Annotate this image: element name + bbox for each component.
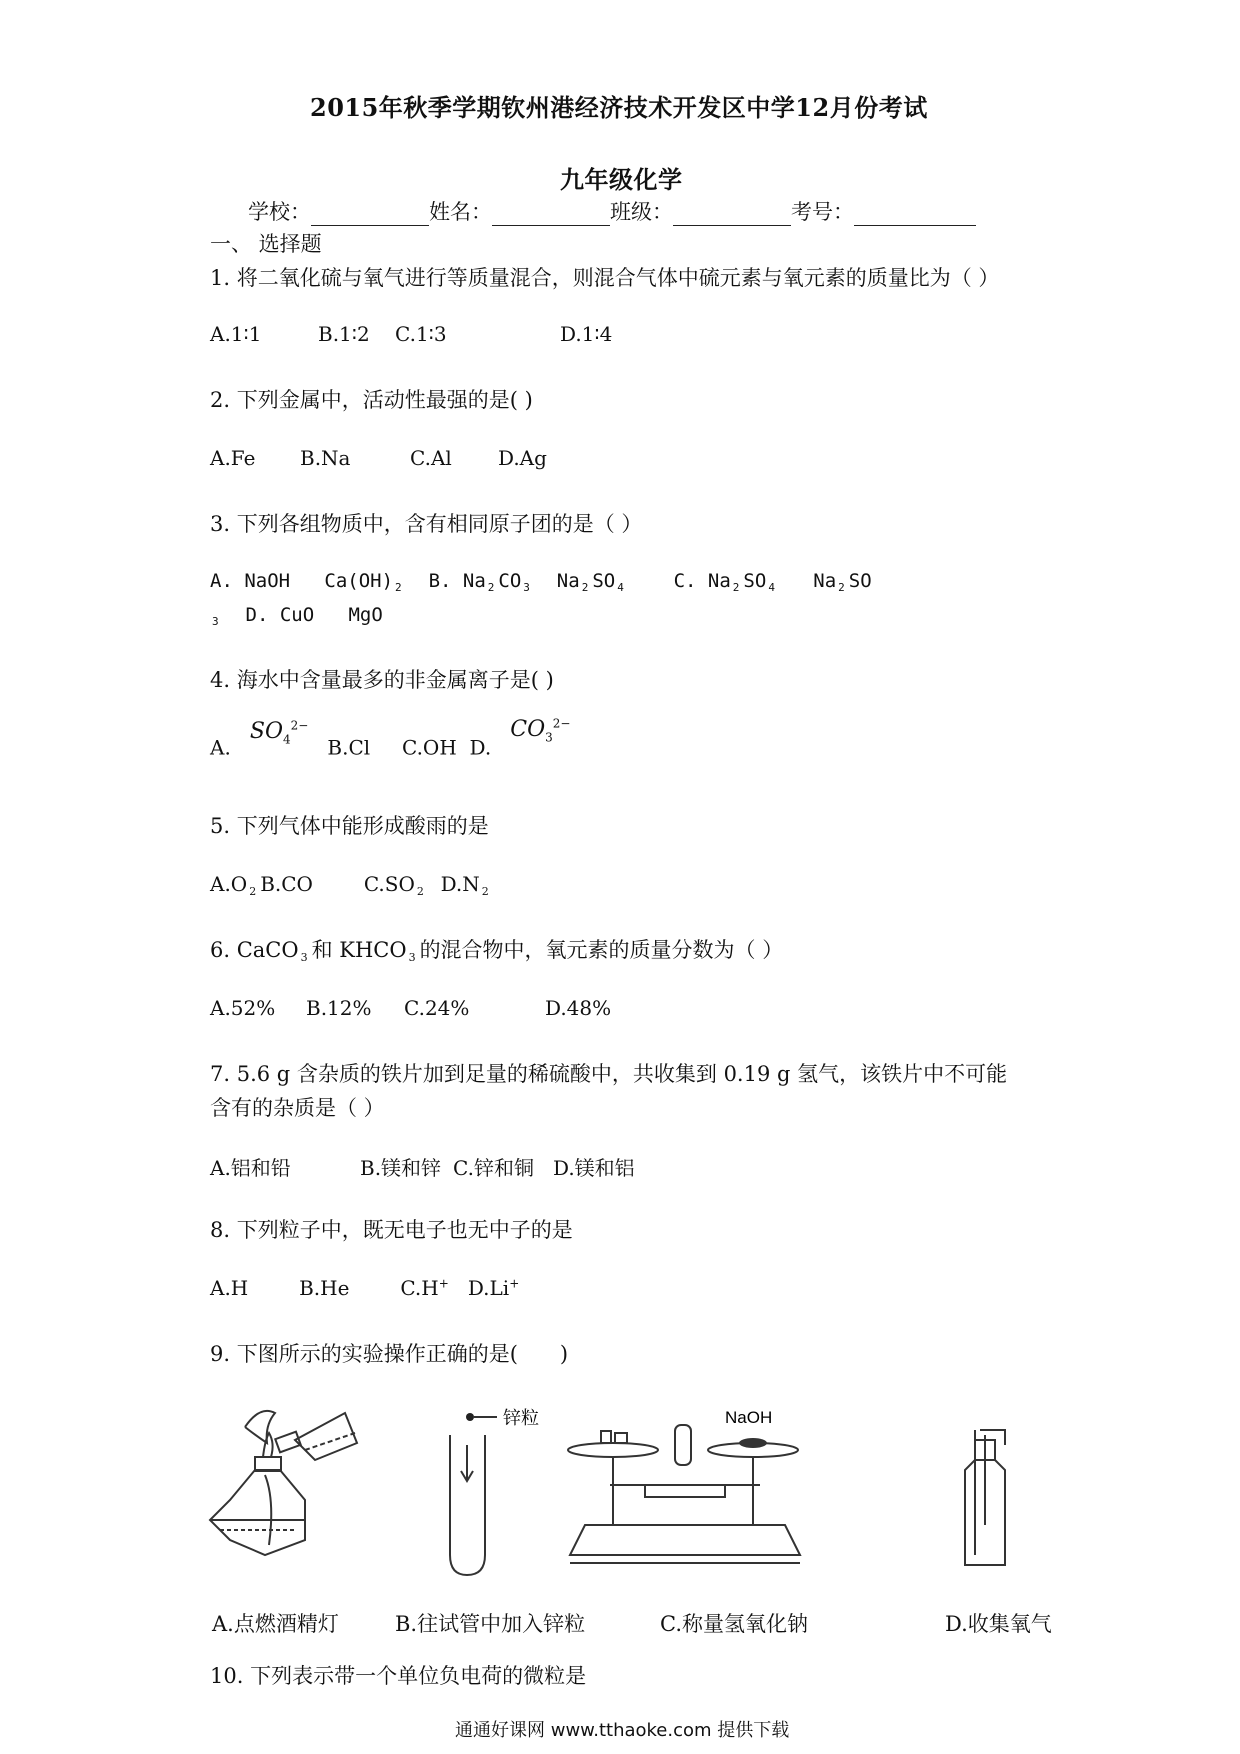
class-label: 班级：	[610, 200, 673, 224]
q2-option-c: C.Al	[410, 446, 452, 470]
school-label: 学校：	[248, 200, 311, 224]
question-1-stem: 1. 将二氧化硫与氧气进行等质量混合，则混合气体中硫元素与氧元素的质量比为（ ）	[210, 266, 1000, 290]
alcohol-lamp-illustration	[210, 1411, 357, 1555]
naoh-label: NaOH	[725, 1408, 773, 1427]
balance-illustration	[568, 1408, 800, 1563]
question-3-stem: 3. 下列各组物质中，含有相同原子团的是（ ）	[210, 512, 643, 536]
sulfate-ion-formula: $SO_4^{2-}$	[249, 719, 309, 747]
q9-caption-d: D.收集氧气	[945, 1612, 1052, 1636]
zinc-label: 锌粒	[503, 1408, 539, 1428]
section-heading: 一、 选择题	[210, 232, 322, 256]
name-label: 姓名：	[429, 200, 492, 224]
q7-option-b: B.镁和锌	[360, 1156, 442, 1180]
q3-options-line1: A. NaOH Ca(OH) $_2$ B. Na $_2$ CO $_3$ Na $_2$ SO $_4$ C. Na $_2$ SO $_4$ Na $_2$ SO	[210, 570, 872, 594]
exam-no-label: 考号：	[791, 200, 854, 224]
q2-option-a: A.Fe	[210, 446, 256, 470]
q5-options: A.O $_2$ B.CO C.SO $_2$ D.N $_2$	[210, 872, 489, 898]
q7-option-d: D.镁和铝	[553, 1156, 635, 1180]
q7-option-c: C.锌和铜	[453, 1156, 534, 1180]
q4-options: A. $SO_4^{2-}$ B.Cl C.OH D. $CO_3^{2-}$	[210, 717, 571, 760]
student-info-line	[248, 196, 976, 226]
question-8-stem: 8. 下列粒子中，既无电子也无中子的是	[210, 1218, 573, 1242]
question-4-stem: 4. 海水中含量最多的非金属离子是( )	[210, 668, 554, 692]
q1-option-a: A.1∶1	[210, 322, 262, 346]
q9-figure	[205, 1405, 1065, 1600]
class-blank[interactable]	[673, 205, 791, 226]
q1-option-c: C.1∶3	[395, 322, 447, 346]
q7-option-a: A.铝和铅	[210, 1156, 291, 1180]
q6-option-b: B.12%	[306, 996, 372, 1020]
exam-title: 2015年秋季学期钦州港经济技术开发区中学12月份考试	[310, 93, 928, 122]
q9-caption-a: A.点燃酒精灯	[212, 1612, 339, 1636]
exam-subtitle: 九年级化学	[560, 165, 683, 194]
q3-options-line2: $_3$ D. CuO MgO	[212, 604, 383, 628]
q9-caption-b: B.往试管中加入锌粒	[395, 1612, 586, 1636]
question-9-stem: 9. 下图所示的实验操作正确的是( )	[210, 1342, 569, 1366]
q9-caption-c: C.称量氢氧化钠	[660, 1612, 808, 1636]
q1-option-d: D.1∶4	[560, 322, 613, 346]
page-footer: 通通好课网 www.tthaoke.com 提供下载	[455, 1720, 790, 1741]
question-2-stem: 2. 下列金属中，活动性最强的是( )	[210, 388, 533, 412]
carbonate-ion-formula: $CO_3^{2-}$	[510, 717, 571, 745]
q8-options: A.H B.He C.H+ D.Li+	[210, 1276, 520, 1300]
gas-bottle-illustration	[965, 1430, 1005, 1565]
school-blank[interactable]	[311, 205, 429, 226]
q6-option-a: A.52%	[210, 996, 276, 1020]
exam-no-blank[interactable]	[854, 205, 976, 226]
question-5-stem: 5. 下列气体中能形成酸雨的是	[210, 814, 489, 838]
q1-option-b: B.1∶2	[318, 322, 370, 346]
question-10-stem: 10. 下列表示带一个单位负电荷的微粒是	[210, 1664, 587, 1688]
question-7-stem-cont: 含有的杂质是（ ）	[210, 1096, 385, 1120]
q6-option-c: C.24%	[404, 996, 470, 1020]
test-tube-illustration	[450, 1408, 539, 1575]
name-blank[interactable]	[492, 205, 610, 226]
question-6-stem: 6. CaCO $_3$ 和 KHCO $_3$ 的混合物中，氧元素的质量分数为（ ）	[210, 938, 784, 964]
q6-option-d: D.48%	[545, 996, 612, 1020]
q2-option-b: B.Na	[300, 446, 351, 470]
q2-option-d: D.Ag	[498, 446, 547, 470]
question-7-stem: 7. 5.6 g 含杂质的铁片加到足量的稀硫酸中，共收集到 0.19 g 氢气，该铁片中不可能	[210, 1062, 1008, 1086]
